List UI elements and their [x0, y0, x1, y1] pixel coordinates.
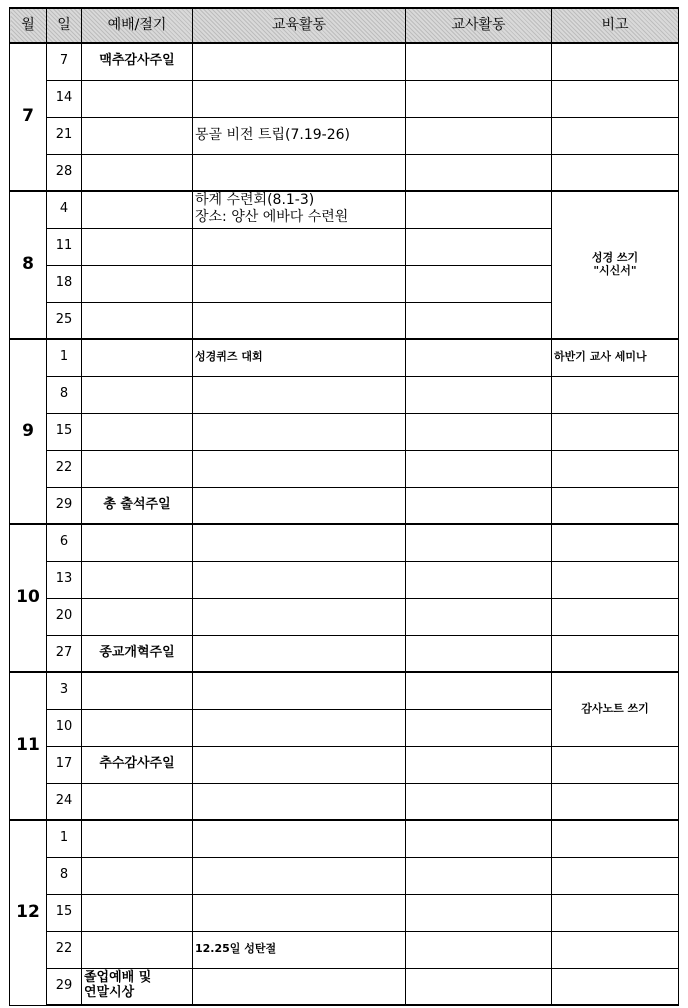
header-month: 월: [10, 8, 47, 43]
remarks-cell: [552, 783, 679, 820]
education-cell: [193, 857, 406, 894]
education-cell: [193, 228, 406, 265]
teacher-cell: [406, 524, 552, 561]
remarks-cell: [552, 968, 679, 1005]
education-cell: [193, 524, 406, 561]
day-cell: 15: [47, 413, 82, 450]
worship-cell: [82, 376, 193, 413]
remarks-cell: [552, 376, 679, 413]
table-row: [10, 339, 679, 376]
teacher-cell: [406, 487, 552, 524]
education-cell: [193, 487, 406, 524]
table-row: [10, 561, 679, 598]
worship-cell: [82, 450, 193, 487]
day-cell: 1: [47, 339, 82, 376]
remarks-cell: [552, 117, 679, 154]
teacher-cell: [406, 709, 552, 746]
teacher-cell: [406, 450, 552, 487]
table-row: [10, 968, 679, 1005]
education-cell: [193, 746, 406, 783]
education-cell: [193, 191, 406, 228]
worship-cell: [82, 228, 193, 265]
teacher-cell: [406, 265, 552, 302]
day-cell: 18: [47, 265, 82, 302]
table-row: [10, 487, 679, 524]
education-cell: [193, 450, 406, 487]
teacher-cell: [406, 968, 552, 1005]
education-cell: [193, 43, 406, 80]
teacher-cell: [406, 376, 552, 413]
header-remarks: 비고: [552, 8, 679, 43]
education-cell: [193, 968, 406, 1005]
worship-cell: [82, 191, 193, 228]
worship-cell: [82, 80, 193, 117]
education-line: 장소: 양산 에바다 수련원: [195, 208, 349, 225]
education-cell: 12.25일 성탄절: [193, 931, 406, 968]
worship-cell: [82, 265, 193, 302]
teacher-cell: [406, 672, 552, 709]
education-cell: [193, 783, 406, 820]
worship-cell: [82, 154, 193, 191]
table-row: [10, 117, 679, 154]
day-cell: 17: [47, 746, 82, 783]
month-cell: 8: [10, 191, 47, 339]
day-cell: 13: [47, 561, 82, 598]
month-cell: 11: [10, 672, 47, 820]
header-worship: 예배/절기: [82, 8, 193, 43]
remarks-cell: [552, 746, 679, 783]
remarks-cell: [552, 80, 679, 117]
teacher-cell: [406, 857, 552, 894]
education-cell: [193, 413, 406, 450]
worship-cell: [82, 339, 193, 376]
worship-cell: [82, 857, 193, 894]
table-row: [10, 43, 679, 80]
schedule-table: [9, 7, 679, 1006]
day-cell: 25: [47, 302, 82, 339]
remarks-cell: [552, 413, 679, 450]
education-cell: 성경퀴즈 대회: [193, 339, 406, 376]
remarks-cell: 하반기 교사 세미나: [552, 339, 679, 376]
teacher-cell: [406, 413, 552, 450]
worship-cell: 추수감사주일: [82, 746, 193, 783]
remarks-cell: [552, 191, 679, 339]
teacher-cell: [406, 228, 552, 265]
remarks-cell: [552, 154, 679, 191]
education-cell: [193, 561, 406, 598]
table-row: [10, 635, 679, 672]
remarks-line: "시신서": [593, 264, 637, 277]
education-cell: [193, 302, 406, 339]
worship-cell: [82, 598, 193, 635]
table-row: [10, 524, 679, 561]
worship-cell: [82, 413, 193, 450]
education-cell: [193, 635, 406, 672]
worship-cell: 종교개혁주일: [82, 635, 193, 672]
teacher-cell: [406, 302, 552, 339]
table-row: [10, 450, 679, 487]
day-cell: 6: [47, 524, 82, 561]
teacher-cell: [406, 80, 552, 117]
header-row: [10, 8, 679, 43]
education-cell: [193, 265, 406, 302]
day-cell: 8: [47, 376, 82, 413]
remarks-cell: [552, 43, 679, 80]
remarks-cell: [552, 524, 679, 561]
teacher-cell: [406, 894, 552, 931]
day-cell: 15: [47, 894, 82, 931]
day-cell: 1: [47, 820, 82, 857]
remarks-cell: [552, 894, 679, 931]
education-line: 하계 수련회(8.1-3): [195, 192, 315, 208]
teacher-cell: [406, 598, 552, 635]
education-cell: 몽골 비전 트립(7.19-26): [193, 117, 406, 154]
day-cell: 22: [47, 450, 82, 487]
remarks-cell: [552, 857, 679, 894]
teacher-cell: [406, 635, 552, 672]
education-cell: [193, 376, 406, 413]
day-cell: 22: [47, 931, 82, 968]
remarks-cell: [552, 561, 679, 598]
month-cell: 10: [10, 524, 47, 672]
education-cell: [193, 820, 406, 857]
worship-cell: [82, 931, 193, 968]
teacher-cell: [406, 931, 552, 968]
teacher-cell: [406, 561, 552, 598]
education-cell: [193, 709, 406, 746]
month-cell: 12: [10, 820, 47, 1005]
day-cell: 4: [47, 191, 82, 228]
worship-cell: [82, 783, 193, 820]
education-cell: [193, 894, 406, 931]
worship-cell: 총 출석주일: [82, 487, 193, 524]
header-day: 일: [47, 8, 82, 43]
table-row: [10, 598, 679, 635]
day-cell: 10: [47, 709, 82, 746]
day-cell: 11: [47, 228, 82, 265]
worship-cell: [82, 117, 193, 154]
day-cell: 7: [47, 43, 82, 80]
education-cell: [193, 80, 406, 117]
header-education: 교육활동: [193, 8, 406, 43]
table-row: [10, 672, 679, 709]
teacher-cell: [406, 339, 552, 376]
day-cell: 14: [47, 80, 82, 117]
worship-cell: [82, 709, 193, 746]
remarks-cell: 감사노트 쓰기: [552, 672, 679, 746]
table-row: [10, 746, 679, 783]
worship-line: 졸업예배 및: [84, 970, 152, 986]
education-cell: [193, 154, 406, 191]
worship-cell: [82, 894, 193, 931]
education-cell: [193, 598, 406, 635]
table-row: [10, 191, 679, 228]
teacher-cell: [406, 191, 552, 228]
worship-line: 연말시상: [84, 985, 135, 1001]
education-cell: [193, 672, 406, 709]
table-row: [10, 783, 679, 820]
remarks-line: 성경 쓰기: [591, 251, 639, 265]
teacher-cell: [406, 117, 552, 154]
teacher-cell: [406, 783, 552, 820]
table-row: [10, 80, 679, 117]
worship-cell: [82, 820, 193, 857]
teacher-cell: [406, 746, 552, 783]
table-row: [10, 894, 679, 931]
remarks-cell: [552, 820, 679, 857]
remarks-cell: [552, 450, 679, 487]
remarks-cell: [552, 635, 679, 672]
day-cell: 21: [47, 117, 82, 154]
worship-cell: [82, 672, 193, 709]
worship-cell: 맥추감사주일: [82, 43, 193, 80]
month-cell: 7: [10, 43, 47, 191]
day-cell: 29: [47, 968, 82, 1005]
remarks-cell: [552, 487, 679, 524]
day-cell: 20: [47, 598, 82, 635]
table-row: [10, 154, 679, 191]
remarks-cell: [552, 931, 679, 968]
teacher-cell: [406, 154, 552, 191]
table-row: [10, 931, 679, 968]
table-row: [10, 820, 679, 857]
day-cell: 3: [47, 672, 82, 709]
remarks-cell: [552, 598, 679, 635]
worship-cell: [82, 302, 193, 339]
table-row: [10, 857, 679, 894]
day-cell: 27: [47, 635, 82, 672]
day-cell: 24: [47, 783, 82, 820]
day-cell: 29: [47, 487, 82, 524]
header-teacher: 교사활동: [406, 8, 552, 43]
worship-cell: [82, 524, 193, 561]
month-cell: 9: [10, 339, 47, 524]
day-cell: 8: [47, 857, 82, 894]
teacher-cell: [406, 820, 552, 857]
worship-cell: [82, 968, 193, 1005]
teacher-cell: [406, 43, 552, 80]
table-row: [10, 413, 679, 450]
table-row: [10, 376, 679, 413]
day-cell: 28: [47, 154, 82, 191]
worship-cell: [82, 561, 193, 598]
